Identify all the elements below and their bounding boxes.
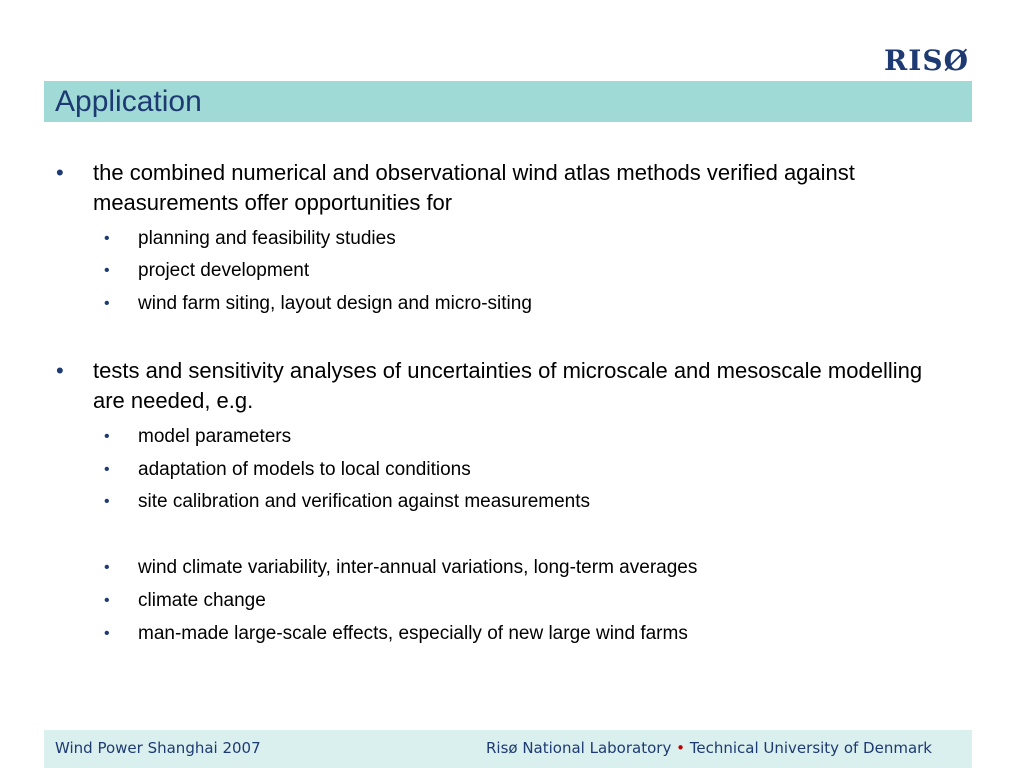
- slide-title: Application: [55, 85, 202, 118]
- sub-bullet-text: site calibration and verification against measurements: [138, 491, 591, 512]
- bullet-text: the combined numerical and observational wind atlas methods verified against measurements offer opportunities for: [93, 160, 855, 215]
- slide-footer: [44, 730, 972, 768]
- bullet-icon: •: [56, 358, 64, 383]
- sub-bullet-icon: •: [104, 559, 110, 576]
- sub-bullet-text: wind climate variability, inter-annual variations, long-term averages: [138, 557, 698, 578]
- sub-bullet-icon: •: [104, 262, 110, 279]
- sub-bullet-icon: •: [104, 428, 110, 445]
- sub-bullet-text: climate change: [138, 590, 266, 611]
- sub-bullet-icon: •: [104, 625, 110, 642]
- sub-bullet-text: wind farm siting, layout design and micro-siting: [138, 293, 532, 314]
- sub-bullet-text: project development: [138, 260, 310, 281]
- bullet-text: tests and sensitivity analyses of uncertainties of microscale and mesoscale modelling are needed, e.g.: [93, 358, 923, 413]
- sub-bullet-icon: •: [104, 592, 110, 609]
- footer-university: Technical University of Denmark: [689, 739, 932, 757]
- sub-bullet-text: adaptation of models to local conditions: [138, 459, 471, 480]
- sub-bullet-text: planning and feasibility studies: [138, 228, 396, 249]
- sub-bullet-text: model parameters: [138, 426, 292, 447]
- sub-bullet-text: man-made large-scale effects, especially of new large wind farms: [138, 623, 688, 644]
- sub-bullet-icon: •: [104, 295, 110, 312]
- bullet-icon: •: [56, 160, 64, 185]
- sub-bullet-icon: •: [104, 461, 110, 478]
- footer-separator: •: [676, 739, 685, 757]
- title-bar: [44, 81, 972, 122]
- footer-lab: Risø National Laboratory: [485, 739, 672, 757]
- sub-bullet-icon: •: [104, 230, 110, 247]
- footer-institution: [486, 738, 932, 758]
- footer-event: Wind Power Shanghai 2007: [55, 739, 261, 757]
- riso-logo: RISØ: [884, 44, 969, 77]
- sub-bullet-icon: •: [104, 493, 110, 510]
